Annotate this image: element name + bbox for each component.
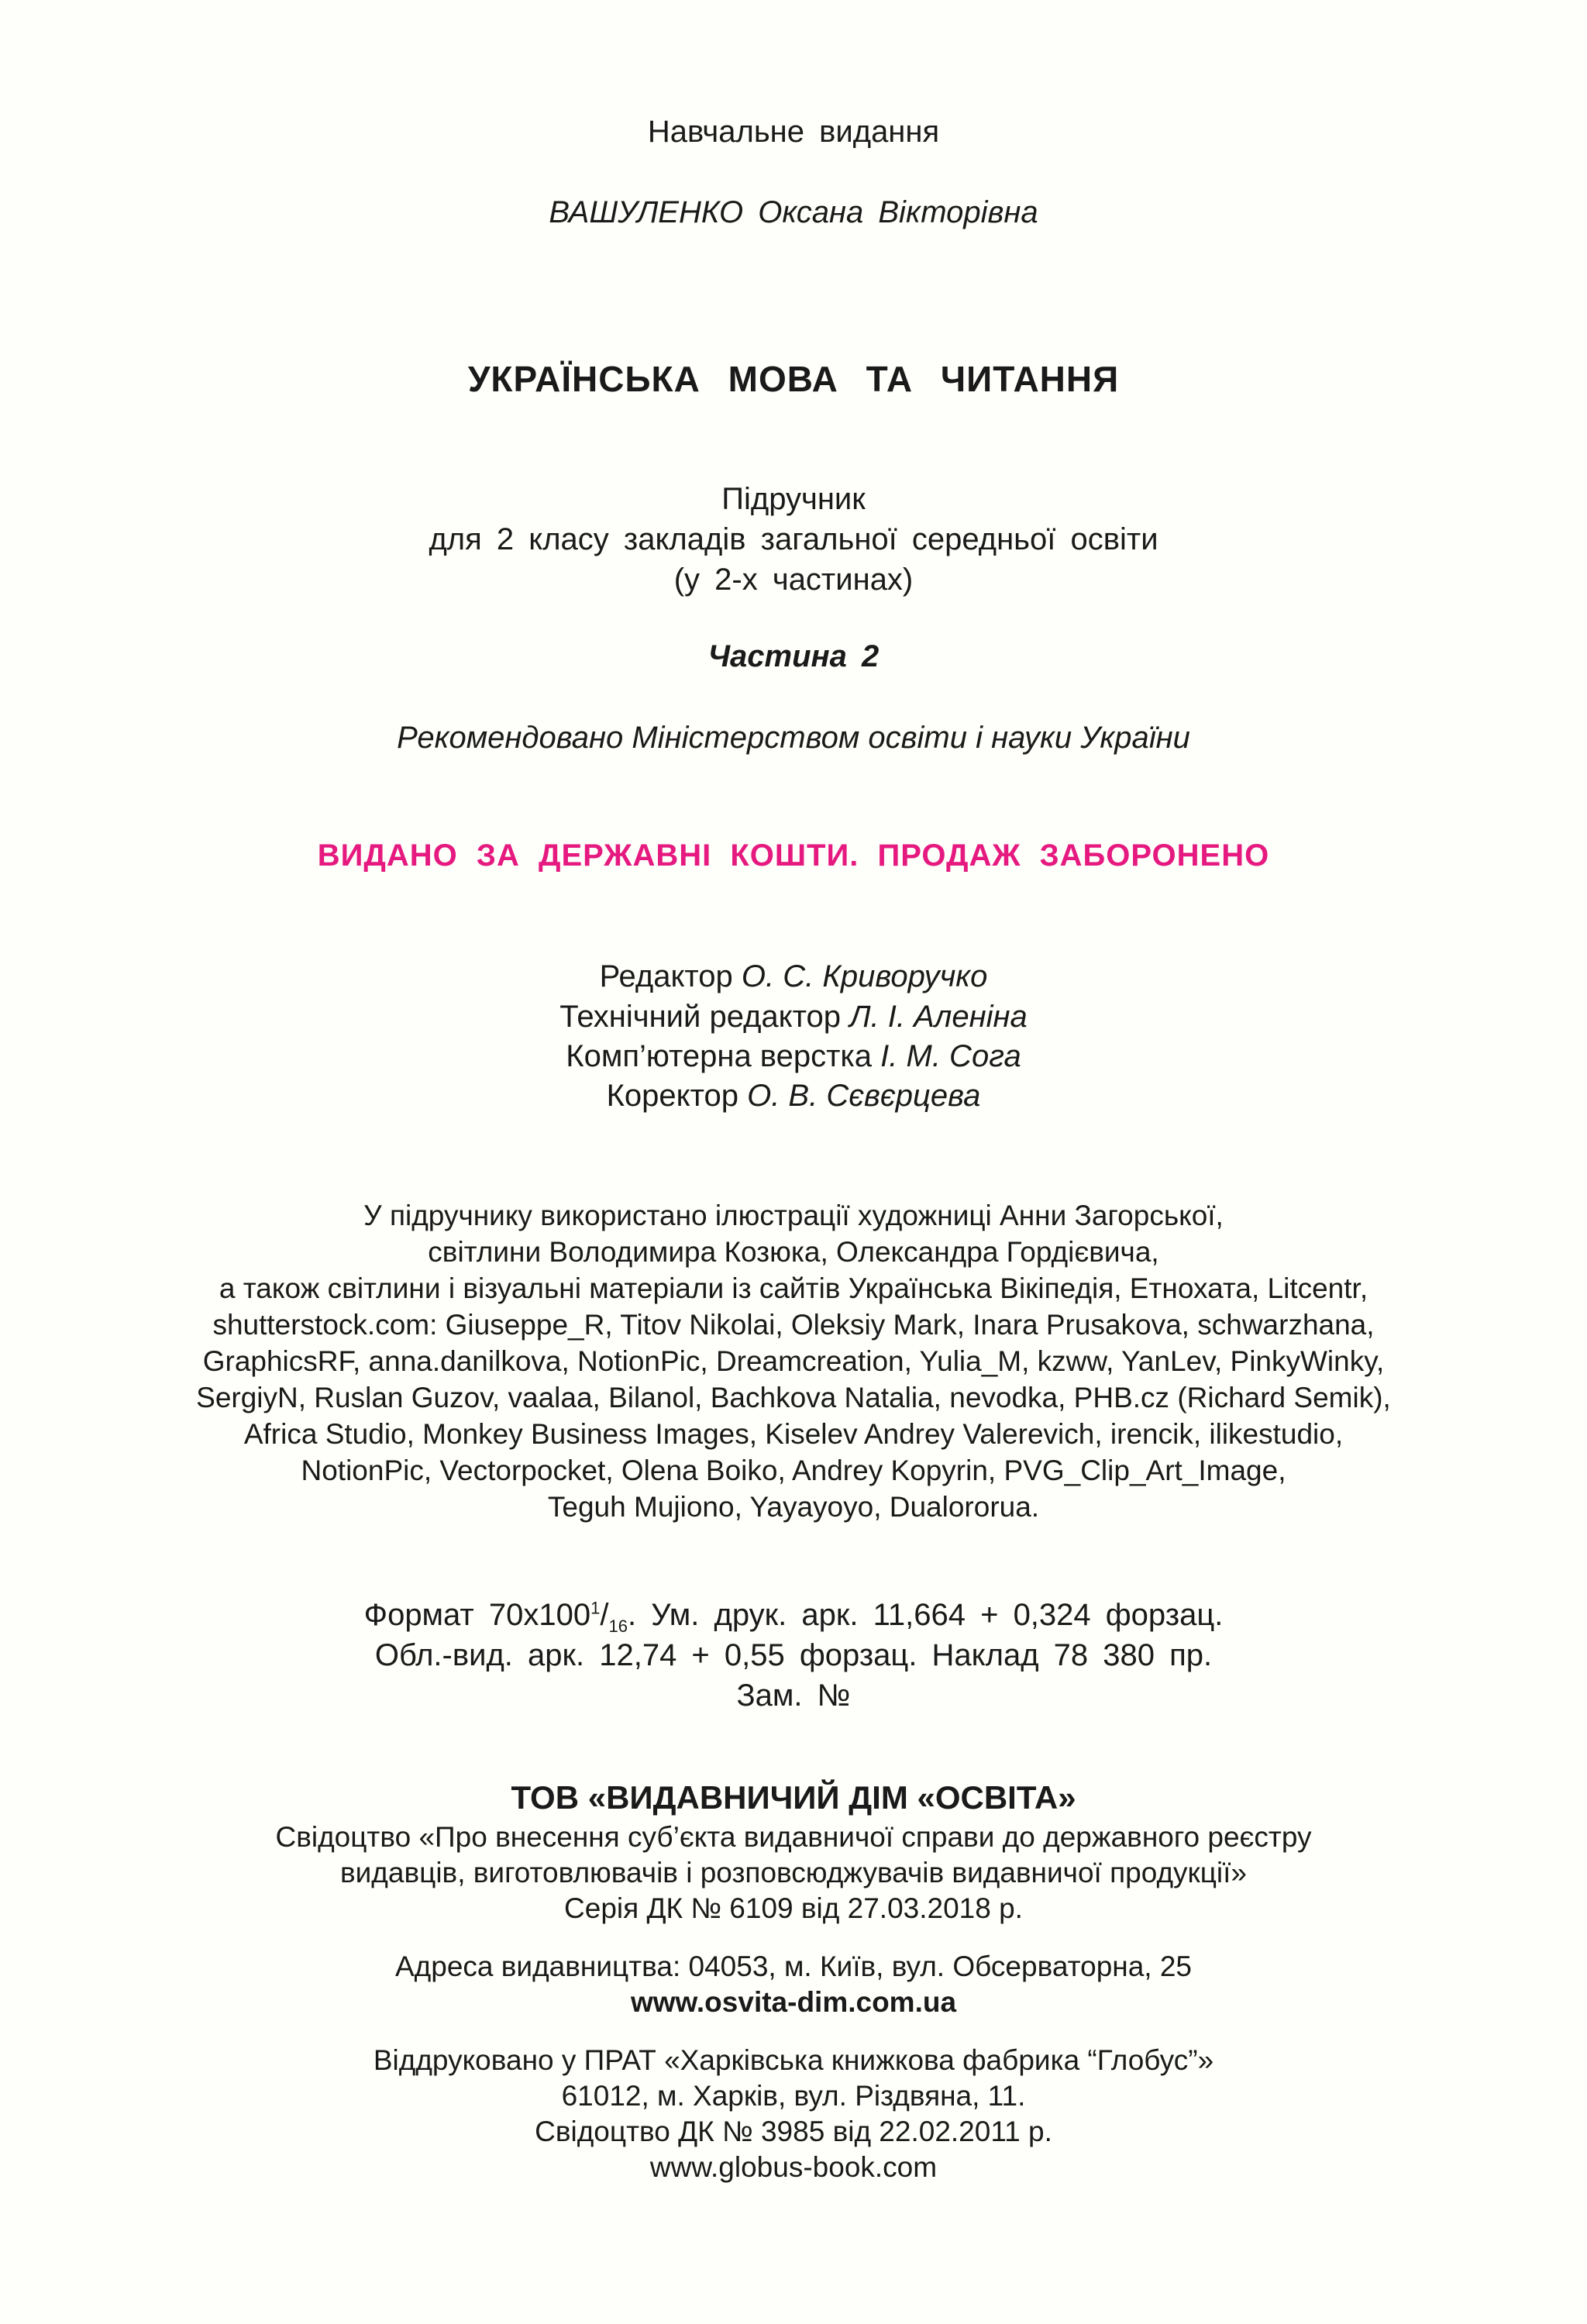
credits-line: світлини Володимира Козюка, Олександра Гордієвича, xyxy=(428,1236,1159,1268)
staff-person: О. В. Сєвєрцева xyxy=(747,1079,981,1113)
credits-line: SergiyN, Ruslan Guzov, vaalaa, Bilanol, Bachkova Natalia, nevodka, PHB.cz (Richard Semik), xyxy=(196,1382,1391,1413)
staff-role: Комп’ютерна верстка xyxy=(566,1039,873,1073)
printer-address: 61012, м. Харків, вул. Різдвяна, 11. xyxy=(561,2080,1026,2112)
author-name: ВАШУЛЕНКО Оксана Вікторівна xyxy=(549,195,1038,229)
ministry-recommendation: Рекомендовано Міністерством освіти і науки України xyxy=(397,721,1190,755)
credits-line: NotionPic, Vectorpocket, Olena Boiko, Andrey Kopyrin, PVG_Clip_Art_Image, xyxy=(301,1455,1286,1486)
publisher-address: Адреса видавництва: 04053, м. Київ, вул. Обсерваторна, 25 xyxy=(394,1950,1192,1982)
subtitle-type: Підручник xyxy=(721,482,866,516)
credits-line: а також світлини і візуальні матеріали із сайтів Українська Вікіпедія, Етнохата, Litcentr, xyxy=(219,1272,1368,1304)
credits-line: Teguh Mujiono, Yayayoyo, Dualororua. xyxy=(547,1491,1040,1523)
publisher-cert-series: Серія ДК № 6109 від 27.03.2018 р. xyxy=(564,1892,1023,1924)
publisher-name: ТОВ «ВИДАВНИЧИЙ ДІМ «ОСВІТА» xyxy=(511,1779,1076,1816)
subtitle-audience: для 2 класу закладів загальної середньої освіти xyxy=(429,522,1158,556)
publisher-website-link[interactable]: www.osvita-dim.com.ua xyxy=(630,1986,957,2018)
subtitle-parts: (у 2-х частинах) xyxy=(673,563,914,597)
staff-tech-editor xyxy=(0,1000,1587,1035)
order-number: Зам. № xyxy=(736,1678,851,1713)
credits-line: shutterstock.com: Giuseppe_R, Titov Nikolai, Oleksiy Mark, Inara Prusakova, schwarzhana, xyxy=(212,1309,1375,1341)
staff-layout xyxy=(0,1039,1587,1074)
publisher-cert: видавців, виготовлювачів і розповсюджувачів видавничої продукції» xyxy=(339,1857,1248,1888)
state-funded-banner: ВИДАНО ЗА ДЕРЖАВНІ КОШТИ. ПРОДАЖ ЗАБОРОНЕНО xyxy=(317,838,1270,873)
staff-person: О. С. Криворучко xyxy=(741,959,988,993)
printer-cert: Свідоцтво ДК № 3985 від 22.02.2011 р. xyxy=(535,2116,1052,2147)
printer-website-link[interactable]: www.globus-book.com xyxy=(649,2151,938,2183)
staff-proofreader xyxy=(0,1079,1587,1114)
credits-line: Africa Studio, Monkey Business Images, Kiselev Andrey Valerevich, irencik, ilikestudio, xyxy=(243,1418,1344,1450)
edition-type: Навчальне видання xyxy=(647,115,940,149)
staff-role: Редактор xyxy=(599,959,733,993)
staff-role: Коректор xyxy=(606,1079,738,1113)
format-line-2: Обл.-вид. арк. 12,74 + 0,55 форзац. Наклад 78 380 пр. xyxy=(374,1638,1213,1672)
printer-name: Віддруковано у ПРАТ «Харківська книжкова фабрика “Глобус”» xyxy=(373,2044,1214,2076)
staff-person: І. М. Сога xyxy=(880,1039,1021,1073)
publisher-cert: Свідоцтво «Про внесення суб’єкта видавничої справи до державного реєстру xyxy=(275,1821,1312,1853)
book-title: УКРАЇНСЬКА МОВА ТА ЧИТАННЯ xyxy=(467,359,1120,399)
part-number: Частина 2 xyxy=(707,639,880,673)
staff-person: Л. І. Аленіна xyxy=(849,1000,1028,1034)
credits-line: GraphicsRF, anna.danilkova, NotionPic, Dreamcreation, Yulia_M, kzww, YanLev, PinkyWinky, xyxy=(202,1345,1385,1377)
format-line: Формат $70x100^1/_{16}$. Ум. друк. арк. 11,664 + 0,324 форзац. xyxy=(363,1598,1224,1636)
staff-role: Технічний редактор xyxy=(559,1000,841,1034)
staff-editor xyxy=(0,959,1587,994)
credits-line: У підручнику використано ілюстрації художниці Анни Загорської, xyxy=(363,1200,1224,1231)
